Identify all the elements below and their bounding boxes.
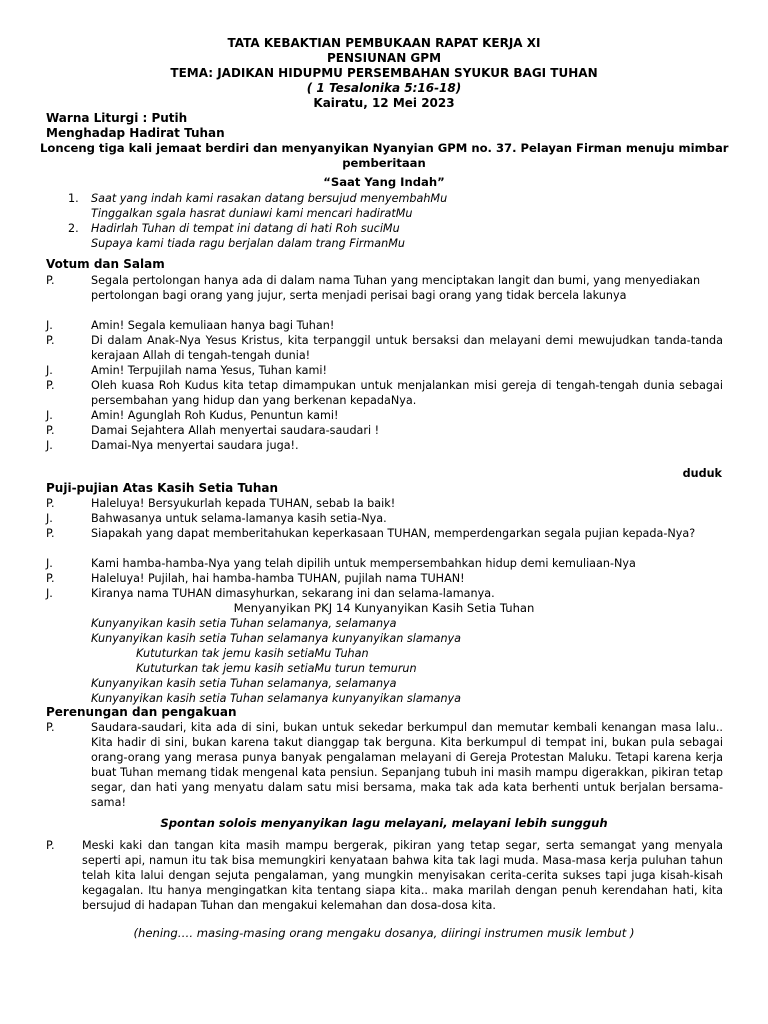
verse-line: Tinggalkan sgala hasrat duniawi kami mencari hadiratMu [91,207,413,220]
lyric-line: Kunyanyikan kasih setia Tuhan selamanya, selamanya [91,617,397,630]
votum-heading: Votum dan Salam [46,257,165,271]
role-label: P. [46,497,55,510]
role-label: P. [46,334,55,347]
puji-text: Kami hamba-hamba-Nya yang telah dipilih untuk mempersembahkan hidup demi kemuliaan-Nya [91,557,636,570]
role-label: P. [46,527,55,540]
doc-theme: TEMA: JADIKAN HIDUPMU PERSEMBAHAN SYUKUR BAGI TUHAN [170,66,598,80]
role-label: P. [46,424,55,437]
lonceng-instruction-1: Lonceng tiga kali jemaat berdiri dan menyanyikan Nyanyian GPM no. 37. Pelayan Firman menuju mimbar [40,141,729,155]
hening-instruction: (hening…. masing-masing orang mengaku dosanya, diiringi instrumen musik lembut ) [133,926,635,940]
puji-text: Siapakah yang dapat memberitahukan keperkasaan TUHAN, memperdengarkan segala pujian kepada-Nya? [91,527,696,540]
verse-line: Supaya kami tiada ragu berjalan dalam trang FirmanMu [91,237,405,250]
votum-text: Amin! Terpujilah nama Yesus, Tuhan kami! [91,364,328,377]
role-label: J. [46,587,53,600]
doc-place-date: Kairatu, 12 Mei 2023 [313,96,455,110]
verse-number: 2. [68,222,79,235]
votum-text: Di dalam Anak-Nya Yesus Kristus, kita terpanggil untuk bersaksi dan melayani demi mewujudkan tanda-tanda kerajaan Allah di tengah-tengah dunia! [91,334,723,362]
puji-text: Haleluya! Pujilah, hai hamba-hamba TUHAN, pujilah nama TUHAN! [91,572,465,585]
doc-subtitle: PENSIUNAN GPM [326,51,442,65]
verse-number: 1. [68,192,79,205]
spontan-instruction: Spontan solois menyanyikan lagu melayani, melayani lebih sungguh [160,816,608,830]
votum-text: Amin! Agunglah Roh Kudus, Penuntun kami! [91,409,339,422]
votum-text: Oleh kuasa Roh Kudus kita tetap dimampukan untuk menjalankan misi gereja di tengah-tengah dunia sebagai persembahan yang hidup dan yang berkenan kepadaNya. [91,379,723,407]
pkj-title: Menyanyikan PKJ 14 Kunyanyikan Kasih Setia Tuhan [233,601,535,615]
votum-text: Amin! Segala kemuliaan hanya bagi Tuhan! [91,319,335,332]
role-label: J. [46,439,53,452]
votum-text: Damai Sejahtera Allah menyertai saudara-saudari ! [91,424,380,437]
votum-text: Damai-Nya menyertai saudara juga!. [91,439,299,452]
perenungan-heading: Perenungan dan pengakuan [46,705,237,719]
role-label: J. [46,364,53,377]
role-label: P. [46,721,55,734]
role-label: P. [46,839,55,852]
lyric-line: Kunyanyikan kasih setia Tuhan selamanya kunyanyikan slamanya [91,632,462,645]
doc-title: TATA KEBAKTIAN PEMBUKAAN RAPAT KERJA XI [227,36,541,50]
puji-text: Haleluya! Bersyukurlah kepada TUHAN, sebab Ia baik! [91,497,396,510]
lyric-line: Kunyanyikan kasih setia Tuhan selamanya, selamanya [91,677,397,690]
duduk-instruction: duduk [682,467,722,480]
role-label: J. [46,512,53,525]
votum-text: Segala pertolongan hanya ada di dalam nama Tuhan yang menciptakan langit dan bumi, yang menyediakan pertolongan bagi orang yang jujur, serta menjadi perisai bagi orang yang tidak bercela lakunya [91,274,701,302]
verse-line: Hadirlah Tuhan di tempat ini datang di hati Roh suciMu [91,222,400,235]
role-label: P. [46,572,55,585]
perenungan-paragraph-2: Meski kaki dan tangan kita masih mampu bergerak, pikiran yang tetap segar, serta semangat yang menyala seperti api, namun itu tak bisa memungkiri kenyataan bahwa kita tak lagi muda. Masa-masa kerja puluhan tahun telah kita lalui dengan sejuta pengalaman, yang mungkin menyisakan cerita-cerita sukses tapi juga kisah-kisah kegagalan. Itu hanya mengingatkan kita tentang siapa kita.. maka marilah dengan penuh kerendahan hati, kita bersujud di hadapan Tuhan dan mengakui kelemahan dan dosa-dosa kita. [82,839,723,912]
perenungan-paragraph-1: Saudara-saudari, kita ada di sini, bukan untuk sekedar berkumpul dan memutar kembali kenangan masa lalu.. Kita hadir di sini, bukan karena takut dianggap tak berguna. Kita berkumpul di tempat ini, bukan pula sebagai orang-orang yang merasa punya banyak pengalaman melayani di Gereja Protestan Maluku. Tetapi karena kerja buat Tuhan memang tidak mengenal kata pensiun. Sepanjang tubuh ini masih mampu digerakkan, pikiran tetap segar, dan hati yang menyatu dalam satu misi bersama, maka tak ada kata berhenti untuk berjalan bersama-sama! [91,721,723,809]
lyric-line: Kututurkan tak jemu kasih setiaMu Tuhan [136,647,369,660]
puji-heading: Puji-pujian Atas Kasih Setia Tuhan [46,481,279,495]
role-label: P. [46,274,55,287]
lyric-line: Kututurkan tak jemu kasih setiaMu turun temurun [136,662,417,675]
warna-liturgi: Warna Liturgi : Putih [46,111,188,125]
role-label: P. [46,379,55,392]
role-label: J. [46,409,53,422]
role-label: J. [46,319,53,332]
puji-text: Kiranya nama TUHAN dimasyhurkan, sekarang ini dan selama-lamanya. [91,587,495,600]
lonceng-instruction-2: pemberitaan [342,156,426,170]
role-label: J. [46,557,53,570]
menghadap-heading: Menghadap Hadirat Tuhan [46,126,225,140]
puji-text: Bahwasanya untuk selama-lamanya kasih setia-Nya. [91,512,387,525]
song-title: “Saat Yang Indah” [323,175,445,189]
doc-scripture: ( 1 Tesalonika 5:16-18) [306,81,462,95]
lyric-line: Kunyanyikan kasih setia Tuhan selamanya kunyanyikan slamanya [91,692,462,705]
verse-line: Saat yang indah kami rasakan datang bersujud menyembahMu [91,192,448,205]
